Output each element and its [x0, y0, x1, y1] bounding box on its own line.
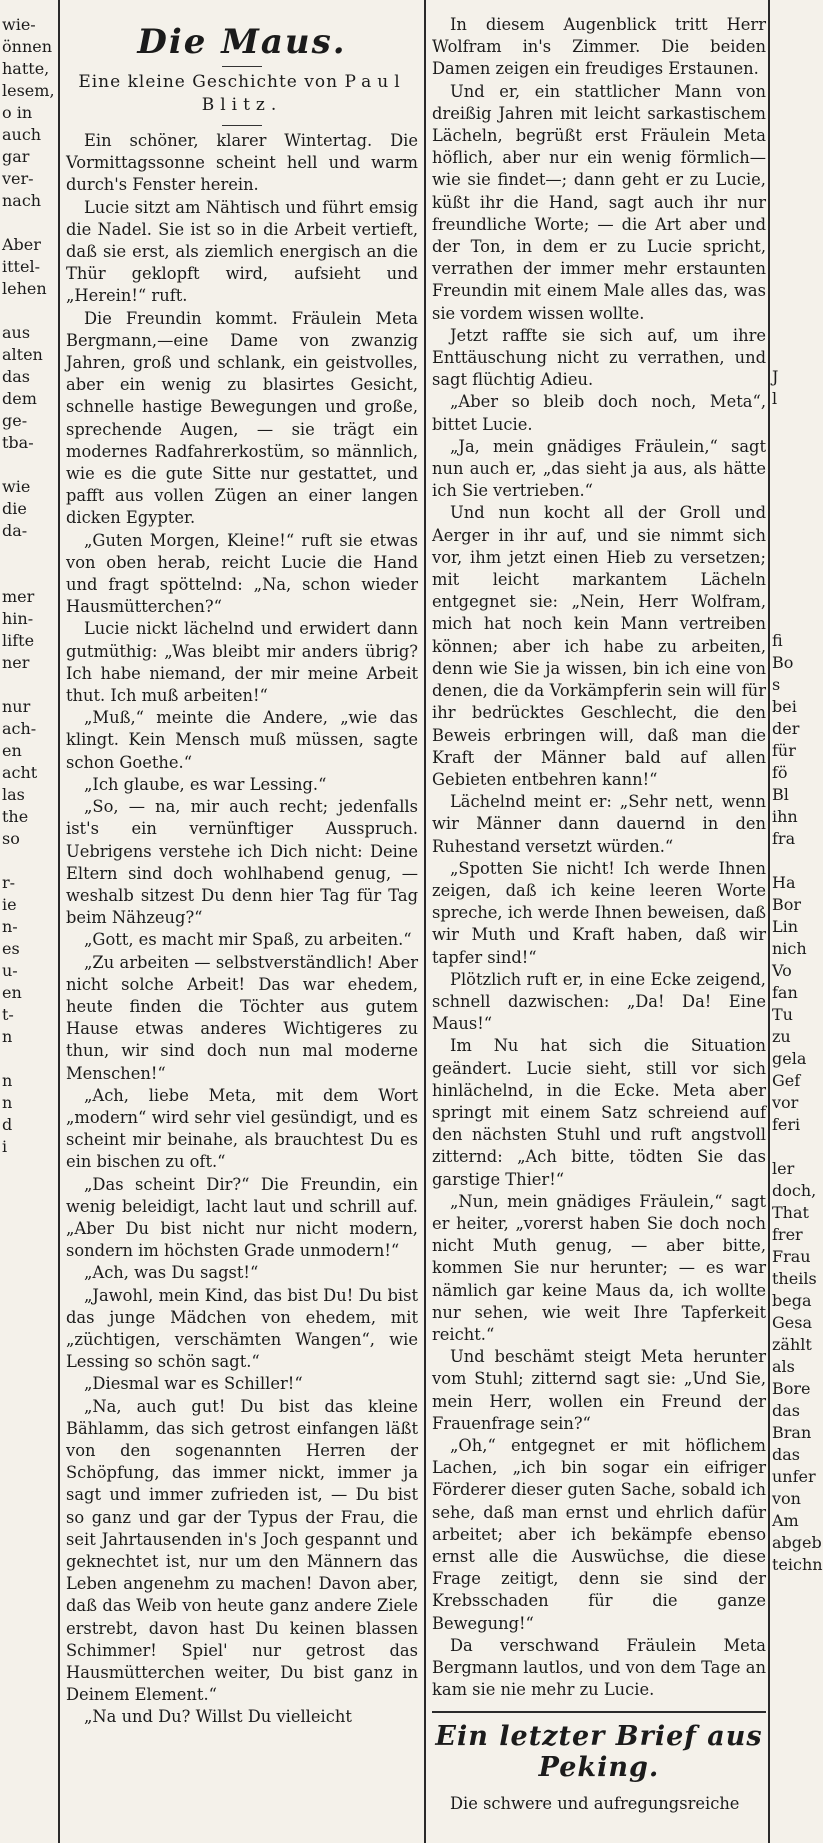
paragraph: „Gott, es macht mir Spaß, zu arbeiten.“: [84, 930, 412, 950]
paragraph: „Guten Morgen, Kleine!“ ruft sie etwas von oben herab, reicht Lucie die Hand und fragt spöttelnd: „Na, schon wieder Hausmütterchen?“: [66, 530, 418, 617]
paragraph: „Nun, mein gnädiges Fräulein,“ sagt er heiter, „vorerst haben Sie doch noch nicht Muth genug, — aber bitte, kommen Sie nur herunter; — es war nämlich gar keine Maus da, ich wollte nur sehen, wie weit Ihre Tapferkeit reicht.“: [432, 1191, 766, 1344]
paragraph: Und beschämt steigt Meta herunter vom Stuhl; zitternd sagt sie: „Und Sie, mein Herr, wollen ein Freund der Frauenfrage sein?“: [432, 1347, 766, 1433]
article-author: Paul Blitz.: [201, 72, 406, 115]
paragraph: „Muß,“ meinte die Andere, „wie das klingt. Kein Mensch muß müssen, sagte schon Goethe.“: [66, 708, 418, 772]
paragraph: „Ja, mein gnädiges Fräulein,“ sagt nun auch er, „das sieht ja aus, als hätte ich Sie vertrieben.“: [432, 436, 766, 501]
column-2-body: [432, 14, 766, 1701]
paragraph: „Ach, was Du sagst!“: [84, 1263, 259, 1283]
paragraph: „Na, auch gut! Du bist das kleine Bählamm, das sich getrost einfangen läßt von den sogenannten Herren der Schöpfung, das immer nickt, immer ja sagt und immer zufrieden ist, — Du bist so ganz und gar der Typus der Frau, die seit Jahrtausenden in's Joch gespannt und geknechtet ist, nur um den Männern das Leben angenehm zu machen! Davon aber, daß das Weib von heute ganz andere Ziele erstrebt, davon hast Du keinen blassen Schimmer! Spiel' nur getrost das Hausmütterchen weiter, Du bist ganz in Deinem Element.“: [66, 1396, 418, 1705]
paragraph: „Diesmal war es Schiller!“: [84, 1374, 303, 1394]
subtitle-rule: [222, 125, 262, 126]
right-edge-fragments: J l fi Bo s bei der für fö Bl ihn fra Ha Bor Lin nich Vo fan Tu zu gela Gef vor feri ler doch, That frer Frau theils bega Gesa zählt als Bore das Bran das unfer von Am abgeb teichn: [772, 367, 823, 1574]
column-rule-middle: [424, 0, 426, 1843]
paragraph: „Ich glaube, es war Lessing.“: [84, 774, 327, 794]
paragraph: Ein schöner, klarer Wintertag. Die Vormittagssonne scheint hell und warm durch's Fenster herein.: [66, 131, 418, 195]
paragraph: Und er, ein stattlicher Mann von dreißig Jahren mit leicht sarkastischem Lächeln, begrüßt erst Fräulein Meta höflich, aber nur ein wenig förmlich— wie sie findet—; dann geht er zu Lucie, küßt ihr die Hand, sagt auch ihr nur freundliche Worte; — die Art aber und der Ton, in dem er zu Lucie spricht, verrathen der immer mehr erstaunten Freundin mit einem Male alles das, was sie vordem wissen wollte.: [432, 81, 766, 323]
paragraph: „Spotten Sie nicht! Ich werde Ihnen zeigen, daß ich keine leeren Worte spreche, ich werde Ihnen beweisen, daß wir Muth und Kraft haben, daß wir tapfer sind!“: [432, 858, 766, 967]
paragraph: „Aber so bleib doch noch, Meta“, bittet Lucie.: [432, 392, 766, 434]
next-article-start: Die schwere und aufregungsreiche: [450, 1794, 740, 1814]
paragraph: Da verschwand Fräulein Meta Bergmann lautlos, und von dem Tage an kam sie nie mehr zu Lucie.: [432, 1635, 766, 1700]
paragraph: „Das scheint Dir?“ Die Freundin, ein wenig beleidigt, lacht laut und schrill auf. „Aber Du bist nicht nur nicht modern, sondern im höchsten Grade unmodern!“: [66, 1174, 418, 1261]
article-column-1: [66, 14, 418, 1729]
paragraph: „So, — na, mir auch recht; jedenfalls ist's ein vernünftiger Ausspruch. Uebrigens verstehe ich Dich nicht: Deine Eltern sind doch wohlhabend genug, — weshalb sitzest Du denn hier Tag für Tag beim Nähzeug?“: [66, 797, 418, 928]
paragraph: Im Nu hat sich die Situation geändert. Lucie sieht, still vor sich hinlächelnd, in die Ecke. Meta aber springt mit einem Satz schreiend auf den nächsten Stuhl und ruft angstvoll zitternd: „Ach bitte, tödten Sie das garstige Thier!“: [432, 1036, 766, 1189]
column-1-body: [66, 130, 418, 1729]
next-article-heading: Ein letzter Brief aus Peking.: [435, 1721, 763, 1784]
paragraph: Plötzlich ruft er, in eine Ecke zeigend, schnell dazwischen: „Da! Da! Eine Maus!“: [432, 969, 766, 1034]
paragraph: „Oh,“ entgegnet er mit höflichem Lachen, „ich bin sogar ein eifriger Förderer dieser guten Sache, sobald ich sehe, daß man ernst und ehrlich dafür arbeitet; aber ich bekämpfe ebenso ernst alle die Auswüchse, die diese Frage zeitigt, denn sie sind der Krebsschaden für die ganze Bewegung!“: [432, 1436, 766, 1633]
column-rule-right: [768, 0, 770, 1843]
paragraph: In diesem Augenblick tritt Herr Wolfram in's Zimmer. Die beiden Damen zeigen ein freudiges Erstaunen.: [432, 15, 766, 79]
paragraph: „Jawohl, mein Kind, das bist Du! Du bist das junge Mädchen von ehedem, mit „züchtigen, verschämten Wangen“, wie Lessing so schön sagt.“: [66, 1285, 418, 1372]
paragraph: „Ach, liebe Meta, mit dem Wort „modern“ wird sehr viel gesündigt, und es scheint mir beinahe, als brauchtest Du es ein bischen zu oft.“: [66, 1085, 418, 1172]
subtitle-lead: Eine kleine Geschichte von: [78, 72, 339, 92]
column-rule-left: [58, 0, 60, 1843]
paragraph: Und nun kocht all der Groll und Aerger in ihr auf, und sie nimmt sich vor, ihm jetzt einen Hieb zu versetzen; mit leicht markantem Lächeln entgegnet sie: „Nein, Herr Wolfram, mich hat noch kein Mann vertreiben können; aber ich habe zu arbeiten, denn wie Sie ja wissen, bin ich eine von denen, die da Vorkämpferin sein will für ihr bedrücktes Geschlecht, die den Beweis erbringen will, daß man die Kraft der Männer bald auf allen Gebieten entbehren kann!“: [432, 503, 766, 789]
section-divider: [432, 1711, 766, 1713]
article-title: Die Maus.: [137, 22, 347, 62]
paragraph: Lucie nickt lächelnd und erwidert dann gutmüthig: „Was bleibt mir anders übrig? Ich habe niemand, der mir meine Arbeit thut. Ich muß arbeiten!“: [66, 619, 418, 706]
paragraph: Jetzt raffte sie sich auf, um ihre Enttäuschung nicht zu verrathen, und sagt flüchtig Adieu.: [432, 325, 766, 390]
left-edge-fragments: wie- önnen hatte, lesem, o in auch gar ver- nach Aber ittel- lehen aus alten das dem ge- tba- wie die da- mer hin- lifte ner nur ach- en acht las the so r- ie n- es u- en t- n n n d i: [2, 15, 55, 1156]
paragraph: „Zu arbeiten — selbstverständlich! Aber nicht solche Arbeit! Das war ehedem, heute finden die Töchter aus gutem Hause etwas anderes Wichtigeres zu thun, wir sind doch nun mal moderne Menschen!“: [66, 952, 418, 1083]
paragraph: Lucie sitzt am Nähtisch und führt emsig die Nadel. Sie ist so in die Arbeit vertieft, daß sie erst, als ziemlich energisch an die Thür geklopft wird, aufsieht und „Herein!“ ruft.: [66, 197, 418, 306]
paragraph: Lächelnd meint er: „Sehr nett, wenn wir Männer dann dauernd in den Ruhestand versetzt würden.“: [432, 792, 766, 856]
article-subtitle: [66, 71, 418, 117]
title-rule: [222, 66, 262, 67]
article-column-2: [432, 14, 766, 1816]
paragraph: Die Freundin kommt. Fräulein Meta Bergmann,—eine Dame von zwanzig Jahren, groß und schlank, ein geistvolles, aber ein wenig zu blasirtes Gesicht, schnelle hastige Bewegungen und große, sprechende Augen, — sie trägt ein modernes Radfahrerkostüm, so männlich, wie es die gute Sitte nur gestattet, und pafft aus vollen Zügen an einer langen dicken Egypter.: [66, 308, 418, 528]
paragraph: „Na und Du? Willst Du vielleicht: [84, 1707, 352, 1727]
